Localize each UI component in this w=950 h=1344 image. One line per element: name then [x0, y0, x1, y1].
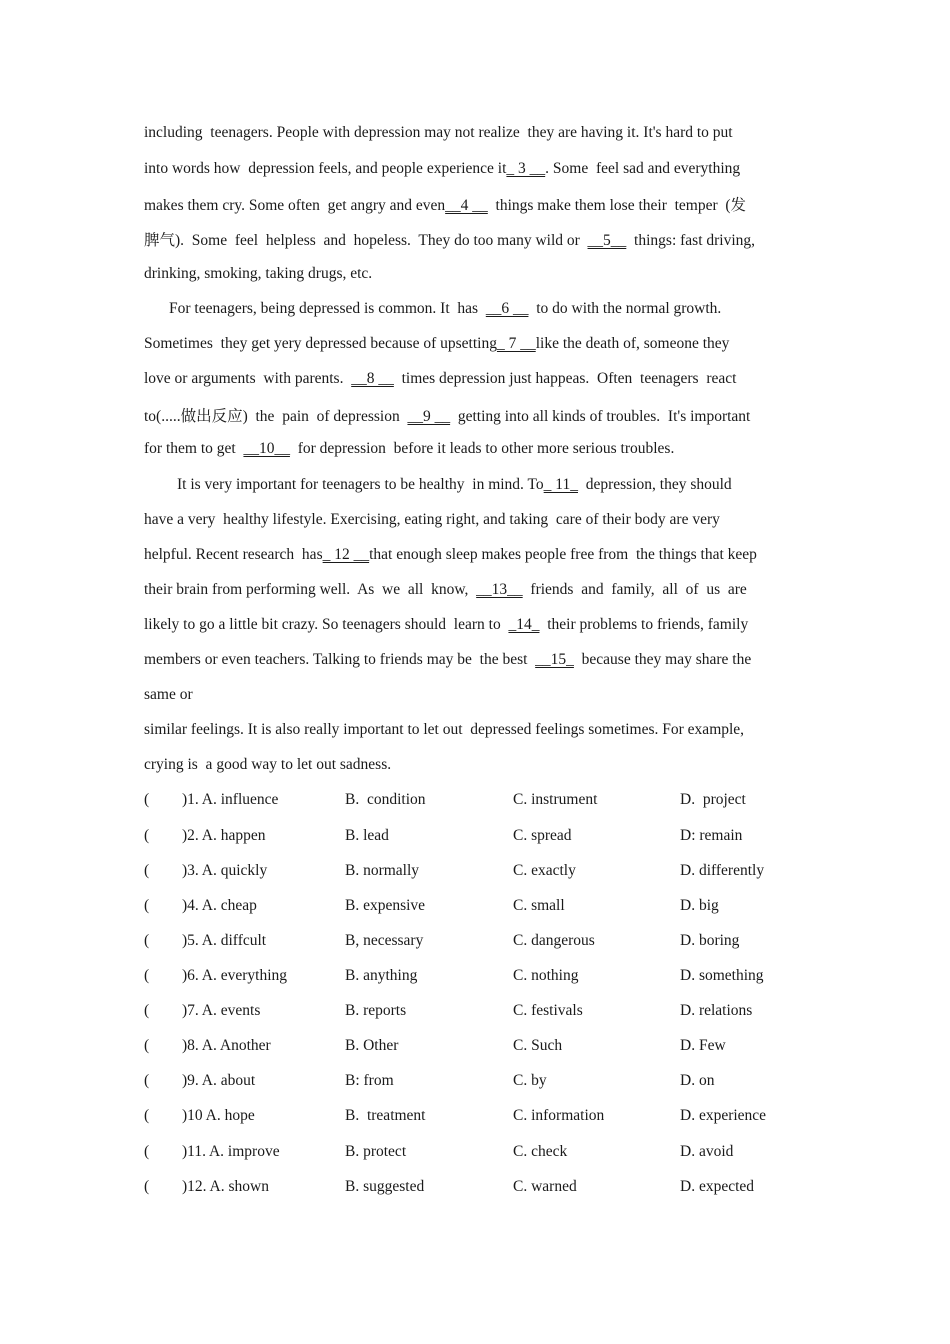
passage-text: members or even teachers. Talking to friends may be the best	[144, 651, 536, 668]
blank-9: __9 __	[407, 408, 451, 425]
option-b: B. anything	[345, 967, 418, 984]
answer-paren: (	[144, 1107, 150, 1124]
passage-text: drinking, smoking, taking drugs, etc.	[144, 265, 373, 282]
option-c: C. information	[513, 1107, 605, 1124]
option-a: )2. A. happen	[182, 827, 266, 844]
blank-8: __8 __	[351, 370, 394, 387]
option-b: B. lead	[345, 827, 389, 844]
passage-text: including teenagers. People with depression may not realize they are having it. It's hard to put	[144, 124, 733, 141]
passage-text: It is very important for teenagers to be healthy in mind. To	[177, 476, 544, 493]
blank-14: _14_	[508, 616, 540, 633]
answer-paren: (	[144, 827, 150, 844]
answer-paren: (	[144, 1178, 150, 1195]
option-d: D. relations	[680, 1002, 753, 1019]
passage-line	[144, 720, 744, 740]
passage-text: into words how depression feels, and people experience it	[144, 160, 507, 177]
passage-text: depression, they should	[577, 476, 732, 493]
option-a: )9. A. about	[182, 1072, 256, 1089]
passage-text: have a very healthy lifestyle. Exercising, eating right, and taking care of their body are very	[144, 511, 720, 528]
question-row	[144, 1177, 814, 1197]
option-c: C. nothing	[513, 967, 579, 984]
passage-line	[144, 510, 720, 530]
passage-text: love or arguments with parents.	[144, 370, 352, 387]
option-b: B. protect	[345, 1143, 407, 1160]
passage-text: For teenagers, being depressed is common. It has	[169, 300, 486, 317]
blank-11: _ 11_	[543, 476, 578, 493]
passage-line	[144, 231, 755, 251]
blank-5: __5__	[587, 232, 627, 249]
passage-text: Sometimes they get yery depressed because of upsetting	[144, 335, 497, 352]
passage-text: getting into all kinds of troubles. It's important	[450, 408, 751, 425]
option-d: D. big	[680, 897, 719, 914]
answer-paren: (	[144, 1037, 150, 1054]
blank-4: __4 __	[445, 197, 488, 214]
option-a: )8. A. Another	[182, 1037, 271, 1054]
passage-text: because they may share the	[573, 651, 752, 668]
option-c: C. warned	[513, 1178, 577, 1195]
option-c: C. small	[513, 897, 565, 914]
passage-line	[177, 475, 732, 495]
answer-paren: (	[144, 791, 150, 808]
option-d: D. something	[680, 967, 764, 984]
passage-line	[144, 196, 746, 216]
option-d: D: remain	[680, 827, 743, 844]
question-row	[144, 861, 814, 881]
passage-line	[144, 650, 751, 670]
question-row	[144, 1036, 814, 1056]
answer-paren: (	[144, 862, 150, 879]
passage-text: helpful. Recent research has	[144, 546, 323, 563]
answer-paren: (	[144, 967, 150, 984]
question-row	[144, 790, 814, 810]
option-b: B: from	[345, 1072, 394, 1089]
answer-paren: (	[144, 1143, 150, 1160]
option-d: D. on	[680, 1072, 715, 1089]
option-c: C. festivals	[513, 1002, 583, 1019]
option-c: C. Such	[513, 1037, 563, 1054]
blank-6: __6 __	[485, 300, 529, 317]
option-c: C. instrument	[513, 791, 598, 808]
option-b: B. reports	[345, 1002, 407, 1019]
passage-line	[144, 580, 747, 600]
passage-text: things: fast driving,	[626, 232, 756, 249]
question-row	[144, 826, 814, 846]
question-row	[144, 1071, 814, 1091]
option-a: )4. A. cheap	[182, 897, 257, 914]
option-d: D. expected	[680, 1178, 755, 1195]
passage-text: times depression just happeas. Often teenagers react	[393, 370, 737, 387]
passage-text: that enough sleep makes people free from the things that keep	[369, 546, 757, 563]
answer-paren: (	[144, 1072, 150, 1089]
answer-paren: (	[144, 932, 150, 949]
passage-line	[144, 755, 391, 775]
option-c: C. spread	[513, 827, 572, 844]
blank-3: _ 3 __	[506, 160, 546, 177]
passage-line	[169, 299, 721, 319]
passage-line	[144, 615, 748, 635]
option-b: B, necessary	[345, 932, 424, 949]
option-b: B. condition	[345, 791, 426, 808]
passage-text: crying is a good way to let out sadness.	[144, 756, 392, 773]
option-d: D. project	[680, 791, 746, 808]
option-a: )11. A. improve	[182, 1143, 280, 1160]
passage-text: friends and family, all of us are	[522, 581, 747, 598]
passage-line	[144, 123, 733, 143]
question-row	[144, 1106, 814, 1126]
blank-10: __10__	[243, 440, 290, 457]
question-row	[144, 896, 814, 916]
passage-text: their brain from performing well. As we all know,	[144, 581, 477, 598]
option-d: D. differently	[680, 862, 765, 879]
passage-text: similar feelings. It is also really important to let out depressed feelings sometimes. For example,	[144, 721, 745, 738]
answer-paren: (	[144, 1002, 150, 1019]
option-a: )3. A. quickly	[182, 862, 268, 879]
option-a: )12. A. shown	[182, 1178, 269, 1195]
option-b: B. Other	[345, 1037, 399, 1054]
passage-text: same or	[144, 686, 193, 703]
passage-text: . Some feel sad and everything	[545, 160, 741, 177]
passage-text: makes them cry. Some often get angry and even	[144, 197, 446, 214]
passage-text: for depression before it leads to other more serious troubles.	[289, 440, 675, 457]
blank-13: __13__	[476, 581, 523, 598]
passage-text: 脾气). Some feel helpless and hopeless. They do too many wild or	[144, 232, 588, 249]
option-a: )1. A. influence	[182, 791, 279, 808]
option-a: )7. A. events	[182, 1002, 261, 1019]
passage-text: like the death of, someone they	[535, 335, 730, 352]
passage-text: for them to get	[144, 440, 244, 457]
passage-line	[144, 545, 757, 565]
passage-line	[144, 685, 193, 705]
passage-line	[144, 159, 740, 179]
option-c: C. dangerous	[513, 932, 595, 949]
passage-line	[144, 334, 729, 354]
option-a: )6. A. everything	[182, 967, 288, 984]
passage-text: to(.....做出反应) the pain of depression	[144, 408, 408, 425]
passage-text: things make them lose their temper (发	[487, 197, 747, 214]
blank-7: _ 7 __	[496, 335, 536, 352]
passage-line	[144, 264, 372, 284]
option-d: D. avoid	[680, 1143, 734, 1160]
blank-12: _ 12 __	[322, 546, 370, 563]
question-row	[144, 931, 814, 951]
option-b: B. expensive	[345, 897, 426, 914]
option-b: B. treatment	[345, 1107, 426, 1124]
option-b: B. normally	[345, 862, 420, 879]
answer-paren: (	[144, 897, 150, 914]
option-c: C. by	[513, 1072, 547, 1089]
question-row	[144, 1142, 814, 1162]
option-d: D. experience	[680, 1107, 767, 1124]
passage-line	[144, 369, 736, 389]
question-row	[144, 1001, 814, 1021]
option-d: D. Few	[680, 1037, 726, 1054]
blank-15: __15_	[535, 651, 574, 668]
option-a: )10 A. hope	[182, 1107, 255, 1124]
option-c: C. check	[513, 1143, 568, 1160]
question-row	[144, 966, 814, 986]
passage-text: likely to go a little bit crazy. So teenagers should learn to	[144, 616, 509, 633]
option-d: D. boring	[680, 932, 740, 949]
option-b: B. suggested	[345, 1178, 425, 1195]
option-a: )5. A. diffcult	[182, 932, 267, 949]
passage-line	[144, 439, 674, 459]
passage-text: to do with the normal growth.	[528, 300, 722, 317]
option-c: C. exactly	[513, 862, 576, 879]
passage-line	[144, 407, 750, 427]
passage-text: their problems to friends, family	[539, 616, 749, 633]
